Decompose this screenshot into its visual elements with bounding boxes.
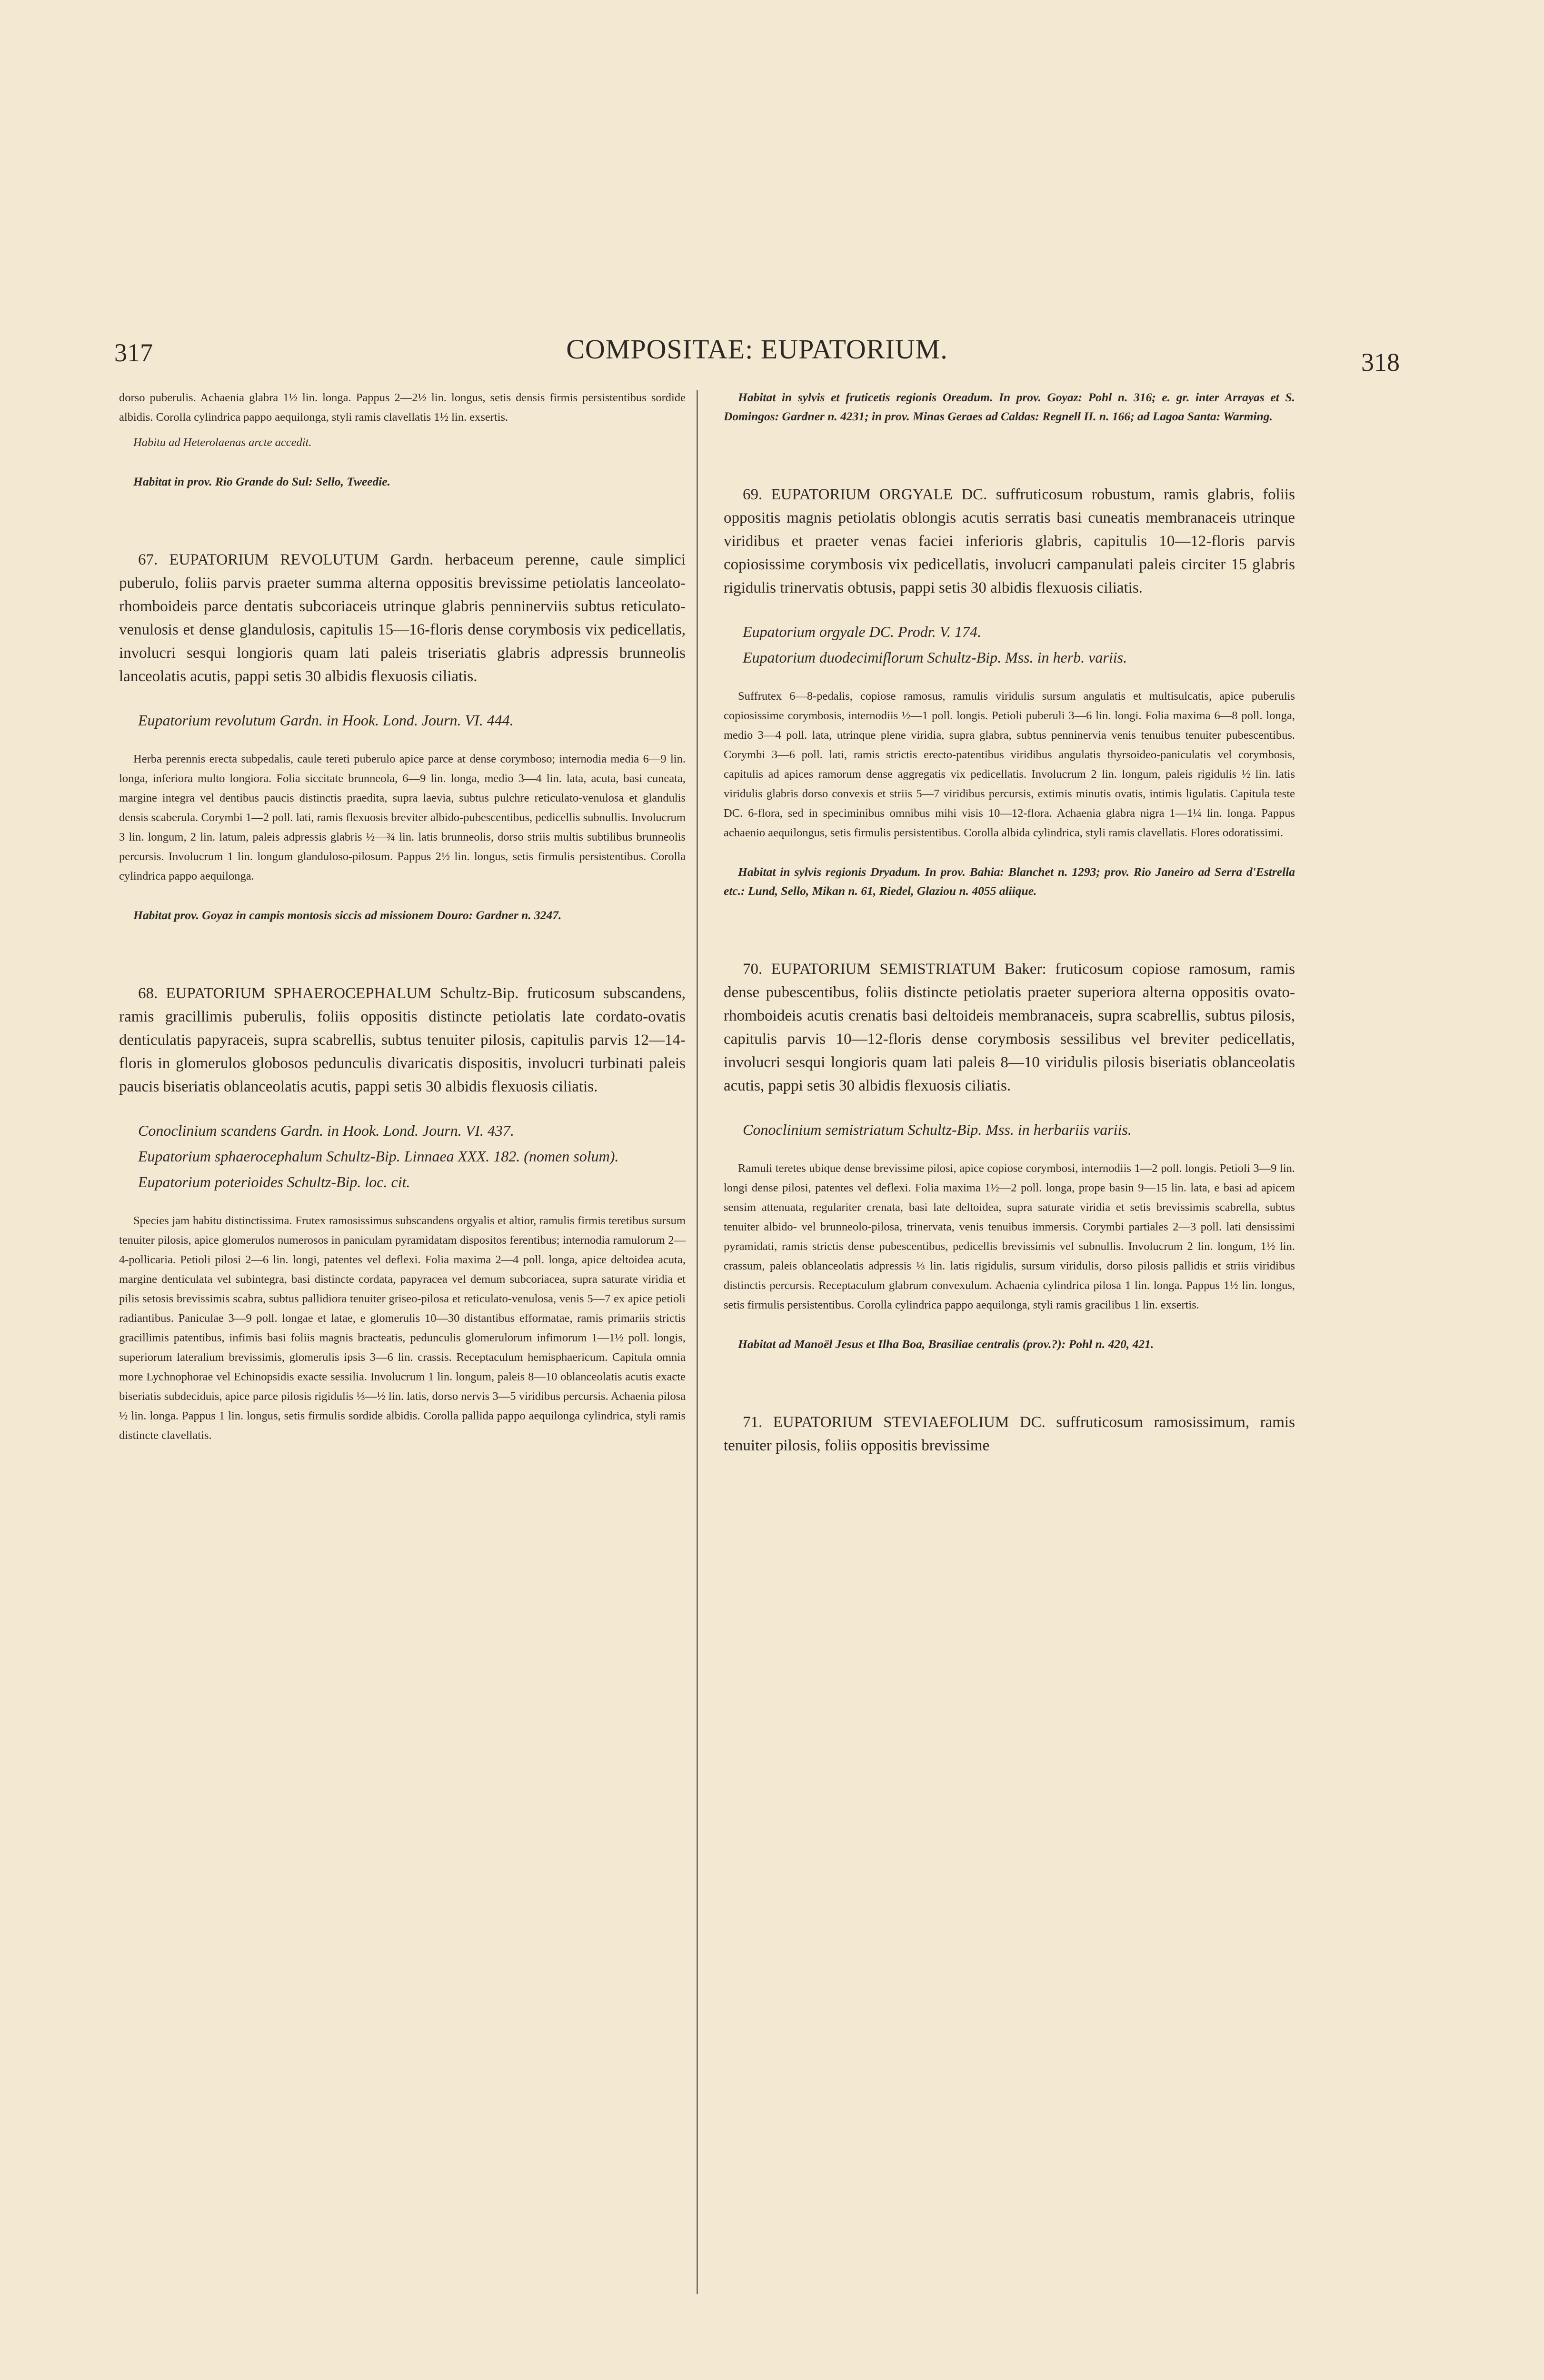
- habitu-note: Habitu ad Heterolaenas arcte accedit.: [133, 436, 312, 449]
- species-70-details: Ramuli teretes ubique dense brevissime pilosi, apice copiose corymbosi, internodiis 1—2 poll. longis. Petioli 3—9 lin. longi dense pilosi, patentes vel deflexi. Folia maxima 1½—2 poll. longa, prope basin 9—15 lin. lata, e basi ad apicem sensim attenuata, regulariter crenata, basi late deltoidea, supra saturate viridia et setis brevissimis scabrella, subtus tenuiter albido- vel brunneolo-pilosa, trinervata, venis tenuibus immersis. Corymbi partiales 2—3 poll. lati densissimi pyramidati, ramis strictis dense pubescentibus, pedicellis brevissimis vel subnullis. Involucrum 2 lin. longum, 1½ lin. crassum, paleis oblanceolatis adpressis ⅓ lin. latis rigidulis, sursum viridulis, dorso pilosis pallidis et striis viridibus distinctis percursis. Receptaculum glabrum convexulum. Achaenia cylindrica pilosa 1 lin. longa. Pappus 1½ lin. longus, setis firmulis persistentibus. Corolla cylindrica pappo aequilonga, styli ramis gracilibus 1 lin. exsertis.: [724, 1162, 1295, 1311]
- species-68-details: Species jam habitu distinctissima. Frutex ramosissimus subscandens orgyalis et altior, ramulis firmis teretibus sursum tenuiter pilosis, apice glomerulos numerosos in paniculam pyramidatam dispositos ferentibus; internodia ramulorum 2—4-pollicaria. Petioli pilosi 2—6 lin. longi, patentes vel deflexi. Folia maxima 2—4 poll. longa, apice deltoidea acuta, margine denticulata vel subintegra, basi distincte cordata, papyracea vel demum subcoriacea, supra saturate viridia et pilis setosis brevissimis scabra, subtus pallidiora tenuiter griseo-pilosa et reticulato-venulosa, venis 5—7 ex apice petioli radiantibus. Paniculae 3—9 poll. longae et latae, e glomerulis 10—30 distantibus efformatae, ramis primariis strictis gracillimis patentibus, infimis basi foliis magnis bracteatis, pedunculis glomerulorum infimorum 1—1½ poll. longis, superiorum lateralium brevissimis, glomerulis ipsis 3—6 lin. crassis. Receptaculum hemisphaericum. Capitula omnia more Lychnophorae vel Echinopsidis exacte sessilia. Involucrum 1 lin. longum, paleis 8—10 oblanceolatis acutis exacte biseriatis subdeciduis, apice parce pilosis rigidulis ⅓—½ lin. latis, dorso nervis 3—5 viridibus percursis. Achaenia pilosa ½ lin. longa. Pappus 1 lin. longus, setis firmulis sordide albidis. Corolla pallida pappo aequilonga cylindrica, styli ramis distincte clavellatis.: [119, 1214, 686, 1442]
- species-69-details: Suffrutex 6—8-pedalis, copiose ramosus, ramulis viridulis sursum angulatis et multisulcatis, apice puberulis copiosissime corymbosis, internodiis ½—1 poll. longis. Petioli puberuli 3—6 lin. longi. Folia maxima 6—8 poll. longa, medio 3—4 poll. lata, utrinque plene viridia, supra glabra, subtus penninervia venis tenuibus tenuiter pubescentibus. Corymbi 3—6 poll. lati, ramis strictis erecto-patentibus viridibus angulatis thyrsoideo-paniculatis vel corymbosis, capitulis ad apices ramorum dense aggregatis vix pedicellatis. Involucrum 2 lin. longum, paleis rigidulis ½ lin. latis viridulis glabris dorso convexis et striis 5—7 viridibus percursis, extimis minutis ovatis, intimis ligulatis. Capitula teste DC. 6-flora, sed in speciminibus omnibus mihi visis 10—12-flora. Achaenia glabra nigra 1—1¼ lin. longa. Pappus achaenio aequilongus, setis firmulis persistentibus. Corolla albida cylindrica, styli ramis clavellatis. Flores odoratissimi.: [724, 690, 1295, 839]
- species-69-synonym-2: Eupatorium duodecimiflorum Schultz-Bip. Mss. in herb. variis.: [743, 649, 1127, 666]
- species-69-habitat: Habitat in sylvis regionis Dryadum. In prov. Bahia: Blanchet n. 1293; prov. Rio Janeiro ad Serra d'Estrella etc.: Lund, Sello, Mikan n. 61, Riedel, Glaziou n. 4055 aliique.: [724, 865, 1295, 898]
- species-71-description: 71. EUPATORIUM STEVIAEFOLIUM DC. suffruticosum ramosissimum, ramis tenuiter pilosis, foliis oppositis brevissime: [724, 1414, 1295, 1454]
- species-68-description: 68. EUPATORIUM SPHAEROCEPHALUM Schultz-Bip. fruticosum subscandens, ramis gracillimis puberulis, foliis oppositis distincte petiolatis late cordato-ovatis denticulatis papyraceis, supra scabrellis, subtus tenuiter pilosis, capitulis parvis 12—14-floris in glomerulos globosos pedunculis divaricatis dispositis, involucri turbinati paleis paucis biseriatis oblanceolatis acutis, pappi setis 30 albidis flexuosis ciliatis.: [119, 985, 686, 1095]
- page-number-left: 317: [114, 338, 153, 367]
- species-70-description: 70. EUPATORIUM SEMISTRIATUM Baker: fruticosum copiose ramosum, ramis dense pubescentibus, foliis distincte petiolatis praeter superiora alterna oppositis ovato-rhomboideis acutis crenatis basi deltoideis membranaceis, supra scabrellis, subtus pilosis, capitulis parvis 10—12-floris dense corymbosis sessilibus vel breviter pedicellatis, involucri sesqui longioris quam lati paleis 8—10 viridulis pilosis biseriatis oblanceolatis acutis, pappi setis 30 albidis flexuosis ciliatis.: [724, 961, 1295, 1094]
- page-number-right: 318: [1361, 348, 1400, 377]
- species-67-habitat: Habitat prov. Goyaz in campis montosis siccis ad missionem Douro: Gardner n. 3247.: [133, 908, 562, 922]
- column-divider: [697, 390, 698, 2294]
- species-69-synonym-1: Eupatorium orgyale DC. Prodr. V. 174.: [743, 623, 982, 640]
- right-column: [724, 388, 1295, 1464]
- species-68-habitat: Habitat in sylvis et fruticetis regionis Oreadum. In prov. Goyaz: Pohl n. 316; e. gr. inter Arrayas et S. Domingos: Gardner n. 4231; in prov. Minas Geraes ad Caldas: Regnell II. n. 166; ad Lagoa Santa: Warming.: [724, 390, 1295, 423]
- species-68-synonym-1: Conoclinium scandens Gardn. in Hook. Lond. Journ. VI. 437.: [138, 1122, 514, 1139]
- species-67-details: Herba perennis erecta subpedalis, caule tereti puberulo apice parce at dense corymboso; internodia media 6—9 lin. longa, inferiora multo longiora. Folia siccitate brunneola, 6—9 lin. longa, medio 3—4 lin. lata, acuta, basi cuneata, margine integra vel dentibus paucis distinctis praedita, supra laevia, subtus pulchre reticulato-venulosa et glandulis densis scaberula. Corymbi 1—2 poll. lati, ramis flexuosis breviter albido-pubescentibus, pedicellis subnullis. Involucrum 3 lin. longum, 2 lin. latum, paleis adpressis glabris ½—¾ lin. latis brunneolis, dorso striis multis subtilibus brunneolis percursis. Involucrum 1 lin. longum glanduloso-pilosum. Pappus 2½ lin. longus, setis firmulis persistentibus. Corolla cylindrica pappo aequilonga.: [119, 753, 686, 883]
- species-70-habitat: Habitat ad Manoël Jesus et Ilha Boa, Brasiliae centralis (prov.?): Pohl n. 420, 421.: [738, 1337, 1154, 1351]
- running-head: [114, 333, 1400, 376]
- species-70-synonym: Conoclinium semistriatum Schultz-Bip. Mss. in herbariis variis.: [743, 1121, 1132, 1138]
- left-column: [119, 388, 686, 1451]
- species-68-synonym-2: Eupatorium sphaerocephalum Schultz-Bip. Linnaea XXX. 182. (nomen solum).: [138, 1148, 619, 1165]
- habitat-66: Habitat in prov. Rio Grande do Sul: Sello, Tweedie.: [133, 475, 390, 488]
- continuation-paragraph: dorso puberulis. Achaenia glabra 1½ lin. longa. Pappus 2—2½ lin. longus, setis densis firmis persistentibus sordide albidis. Corolla cylindrica pappo aequilonga, styli ramis clavellatis 1½ lin. exsertis.: [119, 391, 686, 424]
- page-title: COMPOSITAE: EUPATORIUM.: [566, 334, 948, 365]
- species-69-description: 69. EUPATORIUM ORGYALE DC. suffruticosum robustum, ramis glabris, foliis oppositis magnis petiolatis oblongis acutis serratis basi cuneatis membranaceis utrinque viridibus et praeter venas faciei inferioris glabris, capitulis 10—12-floris parvis copiosissime corymbosis vix pedicellatis, involucri campanulati paleis circiter 15 glabris rigidulis trinervatis obtusis, pappi setis 30 albidis flexuosis ciliatis.: [724, 486, 1295, 596]
- species-67-description: 67. EUPATORIUM REVOLUTUM Gardn. herbaceum perenne, caule simplici puberulo, foliis parvis praeter summa alterna oppositis brevissime petiolatis lanceolato-rhomboideis parce dentatis subcoriaceis utrinque glabris penninerviis subtus reticulato-venulosis et dense glandulosis, capitulis 15—16-floris dense corymbosis vix pedicellatis, involucri sesqui longioris quam lati paleis triseriatis glabris adpressis brunneolis lanceolatis acutis, pappi setis 30 albidis flexuosis ciliatis.: [119, 551, 686, 685]
- species-68-synonym-3: Eupatorium poterioides Schultz-Bip. loc. cit.: [138, 1173, 410, 1190]
- species-67-synonym: Eupatorium revolutum Gardn. in Hook. Lond. Journ. VI. 444.: [138, 712, 514, 729]
